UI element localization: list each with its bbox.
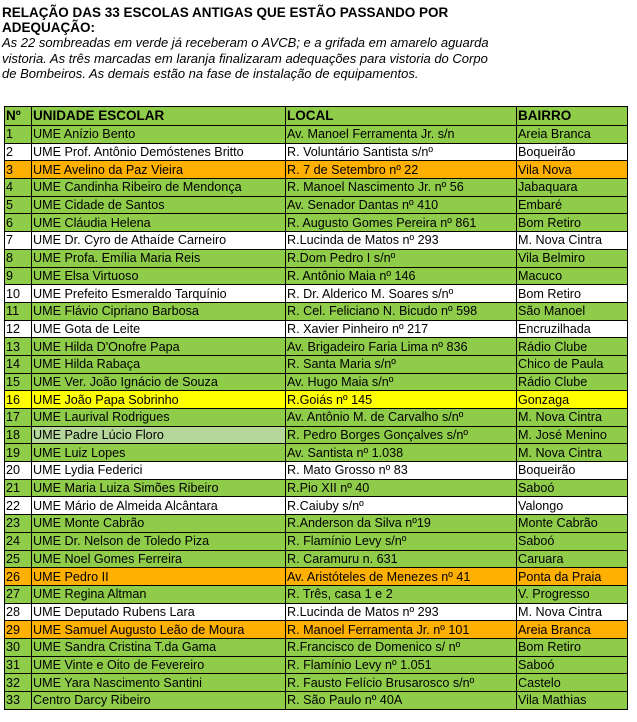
cell-bairro: Embaré — [517, 196, 628, 214]
cell-local: R.Dom Pedro I s/nº — [286, 249, 517, 267]
cell-local: R.Goiás nº 145 — [286, 391, 517, 409]
cell-bairro: Gonzaga — [517, 391, 628, 409]
cell-local: R.Pio XII nº 40 — [286, 479, 517, 497]
cell-local: Av. Hugo Maia s/nº — [286, 373, 517, 391]
cell-local: R. Mato Grosso nº 83 — [286, 462, 517, 480]
cell-bairro: M. José Menino — [517, 426, 628, 444]
cell-number: 3 — [5, 161, 32, 179]
cell-bairro: São Manoel — [517, 302, 628, 320]
cell-local: R. Caramuru n. 631 — [286, 550, 517, 568]
cell-bairro: Vila Belmiro — [517, 249, 628, 267]
cell-unidade: UME Samuel Augusto Leão de Moura — [32, 621, 286, 639]
cell-unidade: UME Elsa Virtuoso — [32, 267, 286, 285]
cell-number: 6 — [5, 214, 32, 232]
cell-number: 14 — [5, 355, 32, 373]
table-row — [5, 444, 628, 462]
cell-unidade: UME Profa. Emília Maria Reis — [32, 249, 286, 267]
title-line-1: RELAÇÃO DAS 33 ESCOLAS ANTIGAS QUE ESTÃO PASSANDO POR — [2, 5, 449, 20]
table-row — [5, 532, 628, 550]
cell-bairro: Bom Retiro — [517, 638, 628, 656]
table-row — [5, 550, 628, 568]
cell-unidade: UME Cláudia Helena — [32, 214, 286, 232]
cell-number: 16 — [5, 391, 32, 409]
cell-number: 17 — [5, 409, 32, 427]
cell-local: R. Manoel Nascimento Jr. nº 56 — [286, 179, 517, 197]
cell-bairro: Boqueirão — [517, 462, 628, 480]
cell-number: 28 — [5, 603, 32, 621]
cell-number: 2 — [5, 143, 32, 161]
table-row — [5, 409, 628, 427]
table-row — [5, 391, 628, 409]
cell-bairro: Vila Mathias — [517, 692, 628, 710]
table-row — [5, 585, 628, 603]
table-row — [5, 638, 628, 656]
cell-number: 29 — [5, 621, 32, 639]
cell-unidade: UME Dr. Cyro de Athaíde Carneiro — [32, 232, 286, 250]
cell-bairro: Saboó — [517, 532, 628, 550]
cell-unidade: UME Sandra Cristina T.da Gama — [32, 638, 286, 656]
cell-number: 21 — [5, 479, 32, 497]
cell-local: R. São Paulo nº 40A — [286, 692, 517, 710]
cell-unidade: UME Deputado Rubens Lara — [32, 603, 286, 621]
table-row — [5, 302, 628, 320]
cell-unidade: UME João Papa Sobrinho — [32, 391, 286, 409]
cell-unidade: UME Prefeito Esmeraldo Tarquínio — [32, 285, 286, 303]
cell-number: 23 — [5, 515, 32, 533]
cell-unidade: UME Anízio Bento — [32, 126, 286, 144]
cell-bairro: Caruara — [517, 550, 628, 568]
cell-unidade: UME Monte Cabrão — [32, 515, 286, 533]
cell-bairro: Bom Retiro — [517, 214, 628, 232]
cell-unidade: UME Pedro II — [32, 568, 286, 586]
cell-bairro: M. Nova Cintra — [517, 409, 628, 427]
cell-local: Av. Brigadeiro Faria Lima nº 836 — [286, 338, 517, 356]
table-row — [5, 515, 628, 533]
table-row — [5, 497, 628, 515]
cell-bairro: Bom Retiro — [517, 285, 628, 303]
cell-bairro: Rádio Clube — [517, 338, 628, 356]
cell-unidade: Centro Darcy Ribeiro — [32, 692, 286, 710]
cell-number: 19 — [5, 444, 32, 462]
cell-unidade: UME Cidade de Santos — [32, 196, 286, 214]
table-row — [5, 568, 628, 586]
column-header-local: LOCAL — [286, 107, 517, 126]
cell-number: 15 — [5, 373, 32, 391]
table-row — [5, 373, 628, 391]
cell-number: 25 — [5, 550, 32, 568]
cell-unidade: UME Hilda Rabaça — [32, 355, 286, 373]
table-row — [5, 196, 628, 214]
table-row — [5, 426, 628, 444]
cell-local: Av. Antônio M. de Carvalho s/nº — [286, 409, 517, 427]
cell-bairro: Chico de Paula — [517, 355, 628, 373]
cell-unidade: UME Hilda D'Onofre Papa — [32, 338, 286, 356]
table-row — [5, 479, 628, 497]
cell-bairro: Areia Branca — [517, 126, 628, 144]
schools-table — [4, 106, 628, 710]
cell-unidade: UME Mário de Almeida Alcântara — [32, 497, 286, 515]
cell-local: Av. Santista nº 1.038 — [286, 444, 517, 462]
cell-unidade: UME Flávio Cipriano Barbosa — [32, 302, 286, 320]
cell-number: 26 — [5, 568, 32, 586]
cell-local: R. Manoel Ferramenta Jr. nº 101 — [286, 621, 517, 639]
cell-number: 12 — [5, 320, 32, 338]
table-row — [5, 355, 628, 373]
cell-local: Av. Aristóteles de Menezes nº 41 — [286, 568, 517, 586]
cell-unidade: UME Ver. João Ignácio de Souza — [32, 373, 286, 391]
table-row — [5, 692, 628, 710]
cell-local: R. Fausto Felício Brusarosco s/nº — [286, 674, 517, 692]
cell-bairro: Monte Cabrão — [517, 515, 628, 533]
cell-bairro: V. Progresso — [517, 585, 628, 603]
cell-bairro: Boqueirão — [517, 143, 628, 161]
cell-unidade: UME Gota de Leite — [32, 320, 286, 338]
title-line-2: ADEQUAÇÃO: — [2, 20, 95, 35]
table-row — [5, 674, 628, 692]
cell-number: 30 — [5, 638, 32, 656]
cell-local: R. Xavier Pinheiro nº 217 — [286, 320, 517, 338]
cell-unidade: UME Luiz Lopes — [32, 444, 286, 462]
cell-local: Av. Manoel Ferramenta Jr. s/n — [286, 126, 517, 144]
description-line-3: de Bombeiros. As demais estão na fase de instalação de equipamentos. — [2, 66, 419, 81]
cell-unidade: UME Vinte e Oito de Fevereiro — [32, 656, 286, 674]
cell-local: R. Voluntário Santista s/nº — [286, 143, 517, 161]
table-row — [5, 267, 628, 285]
cell-unidade: UME Maria Luiza Simões Ribeiro — [32, 479, 286, 497]
cell-unidade: UME Laurival Rodrigues — [32, 409, 286, 427]
table-row — [5, 656, 628, 674]
cell-number: 1 — [5, 126, 32, 144]
table-row — [5, 462, 628, 480]
cell-local: R. Antônio Maia nº 146 — [286, 267, 517, 285]
cell-bairro: Castelo — [517, 674, 628, 692]
description-line-2: vistoria. As três marcadas em laranja finalizaram adequações para vistoria do Corpo — [2, 50, 488, 66]
cell-bairro: Saboó — [517, 479, 628, 497]
table-body — [5, 126, 628, 710]
cell-unidade: UME Padre Lúcio Floro — [32, 426, 286, 444]
column-header-number: Nº — [5, 107, 32, 126]
cell-unidade: UME Regina Altman — [32, 585, 286, 603]
cell-number: 8 — [5, 249, 32, 267]
table-row — [5, 320, 628, 338]
description-line-1: As 22 sombreadas em verde já receberam o AVCB; e a grifada em amarelo aguarda — [2, 35, 489, 50]
cell-number: 10 — [5, 285, 32, 303]
cell-local: R.Francisco de Domenico s/ nº — [286, 638, 517, 656]
table-header-row — [5, 107, 628, 126]
cell-local: Av. Senador Dantas nº 410 — [286, 196, 517, 214]
cell-bairro: Valongo — [517, 497, 628, 515]
cell-number: 11 — [5, 302, 32, 320]
cell-local: R.Lucinda de Matos nº 293 — [286, 603, 517, 621]
column-header-bairro: BAIRRO — [517, 107, 628, 126]
table-row — [5, 621, 628, 639]
cell-unidade: UME Noel Gomes Ferreira — [32, 550, 286, 568]
cell-local: R. 7 de Setembro nº 22 — [286, 161, 517, 179]
cell-number: 18 — [5, 426, 32, 444]
cell-local: R.Caiuby s/nº — [286, 497, 517, 515]
column-header-unidade: UNIDADE ESCOLAR — [32, 107, 286, 126]
cell-local: R. Santa Maria s/nº — [286, 355, 517, 373]
cell-number: 4 — [5, 179, 32, 197]
cell-bairro: M. Nova Cintra — [517, 232, 628, 250]
cell-local: R. Cel. Feliciano N. Bicudo nº 598 — [286, 302, 517, 320]
cell-number: 5 — [5, 196, 32, 214]
cell-bairro: Saboó — [517, 656, 628, 674]
table-row — [5, 126, 628, 144]
cell-bairro: M. Nova Cintra — [517, 603, 628, 621]
cell-unidade: UME Yara Nascimento Santini — [32, 674, 286, 692]
cell-local: R. Três, casa 1 e 2 — [286, 585, 517, 603]
cell-number: 13 — [5, 338, 32, 356]
cell-unidade: UME Candinha Ribeiro de Mendonça — [32, 179, 286, 197]
cell-bairro: Areia Branca — [517, 621, 628, 639]
cell-unidade: UME Avelino da Paz Vieira — [32, 161, 286, 179]
table-row — [5, 232, 628, 250]
cell-unidade: UME Dr. Nelson de Toledo Piza — [32, 532, 286, 550]
table-row — [5, 338, 628, 356]
table-row — [5, 603, 628, 621]
table-row — [5, 249, 628, 267]
cell-number: 31 — [5, 656, 32, 674]
cell-local: R. Pedro Borges Gonçalves s/nº — [286, 426, 517, 444]
cell-bairro: Macuco — [517, 267, 628, 285]
cell-bairro: Ponta da Praia — [517, 568, 628, 586]
table-row — [5, 179, 628, 197]
cell-number: 27 — [5, 585, 32, 603]
cell-number: 33 — [5, 692, 32, 710]
cell-number: 20 — [5, 462, 32, 480]
cell-bairro: Rádio Clube — [517, 373, 628, 391]
cell-unidade: UME Prof. Antônio Demóstenes Britto — [32, 143, 286, 161]
cell-number: 7 — [5, 232, 32, 250]
cell-bairro: Vila Nova — [517, 161, 628, 179]
table-row — [5, 143, 628, 161]
cell-bairro: M. Nova Cintra — [517, 444, 628, 462]
cell-number: 22 — [5, 497, 32, 515]
cell-unidade: UME Lydia Federici — [32, 462, 286, 480]
cell-bairro: Jabaquara — [517, 179, 628, 197]
cell-local: R.Lucinda de Matos nº 293 — [286, 232, 517, 250]
table-row — [5, 214, 628, 232]
cell-number: 32 — [5, 674, 32, 692]
cell-local: R. Flamínio Levy s/nº — [286, 532, 517, 550]
cell-local: R. Augusto Gomes Pereira nº 861 — [286, 214, 517, 232]
table-row — [5, 285, 628, 303]
table-row — [5, 161, 628, 179]
document-header — [2, 5, 632, 82]
cell-number: 9 — [5, 267, 32, 285]
cell-local: R. Dr. Alderico M. Soares s/nº — [286, 285, 517, 303]
cell-number: 24 — [5, 532, 32, 550]
cell-bairro: Encruzilhada — [517, 320, 628, 338]
cell-local: R. Flamínio Levy nº 1.051 — [286, 656, 517, 674]
cell-local: R.Anderson da Silva nº19 — [286, 515, 517, 533]
